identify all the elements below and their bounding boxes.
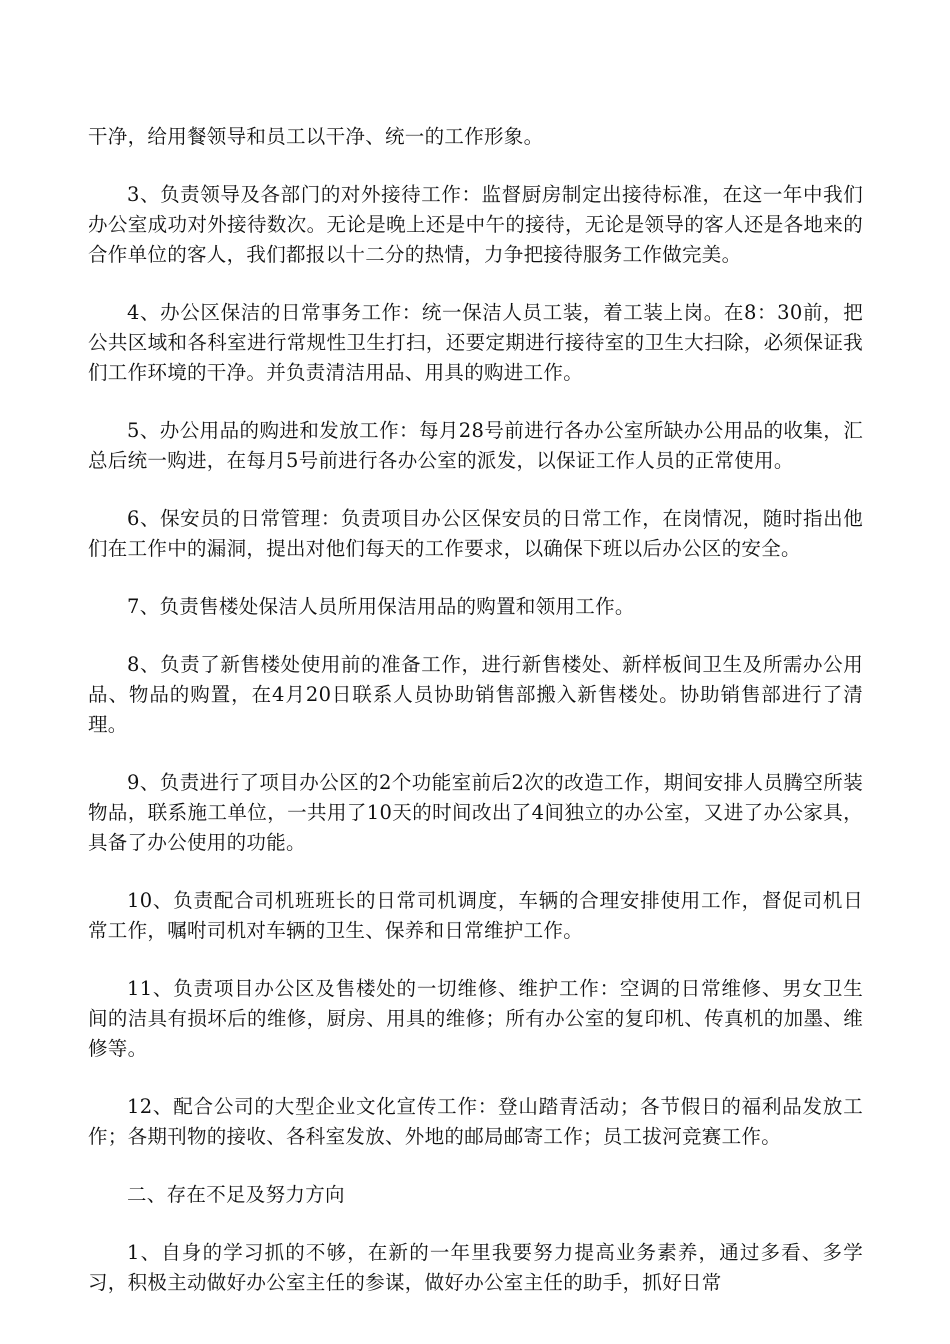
section-heading: 二、存在不足及努力方向 [127,1183,345,1206]
paragraph-item-10: 10、负责配合司机班班长的日常司机调度，车辆的合理安排使用工作，督促司机日常工作，嘱咐司机对车辆的卫生、保养和日常维护工作。 [88,889,863,942]
paragraph-item-7: 7、负责售楼处保洁人员所用保洁用品的购置和领用工作。 [127,595,635,618]
paragraph-item-11: 11、负责项目办公区及售楼处的一切维修、维护工作：空调的日常维修、男女卫生间的洁具有损坏后的维修，厨房、用具的维修；所有办公室的复印机、传真机的加墨、维修等。 [88,977,863,1060]
paragraph-item-4: 4、办公区保洁的日常事务工作：统一保洁人员工装，着工装上岗。在8：30前，把公共区域和各科室进行常规性卫生打扫，还要定期进行接待室的卫生大扫除，必须保证我们工作环境的干净。并负责清洁用品、用具的购进工作。 [88,301,863,384]
document-body [88,122,863,1326]
paragraph-improvement-1: 1、自身的学习抓的不够，在新的一年里我要努力提高业务素养，通过多看、多学习，积极主动做好办公室主任的参谋，做好办公室主任的助手，抓好日常 [88,1241,863,1294]
paragraph-item-12: 12、配合公司的大型企业文化宣传工作：登山踏青活动；各节假日的福利品发放工作；各期刊物的接收、各科室发放、外地的邮局邮寄工作；员工拔河竞赛工作。 [88,1095,863,1148]
paragraph-item-8: 8、负责了新售楼处使用前的准备工作，进行新售楼处、新样板间卫生及所需办公用品、物品的购置，在4月20日联系人员协助销售部搬入新售楼处。协助销售部进行了清理。 [88,653,863,736]
paragraph-item-9: 9、负责进行了项目办公区的2个功能室前后2次的改造工作，期间安排人员腾空所装物品，联系施工单位，一共用了10天的时间改出了4间独立的办公室，又进了办公家具，具备了办公使用的功能。 [88,771,863,854]
paragraph-continuation: 干净，给用餐领导和员工以干净、统一的工作形象。 [88,125,544,148]
paragraph-item-5: 5、办公用品的购进和发放工作：每月28号前进行各办公室所缺办公用品的收集，汇总后统一购进，在每月5号前进行各办公室的派发，以保证工作人员的正常使用。 [88,419,863,472]
paragraph-item-6: 6、保安员的日常管理：负责项目办公区保安员的日常工作，在岗情况，随时指出他们在工作中的漏洞，提出对他们每天的工作要求，以确保下班以后办公区的安全。 [88,507,863,560]
paragraph-item-3: 3、负责领导及各部门的对外接待工作：监督厨房制定出接待标准，在这一年中我们办公室成功对外接待数次。无论是晚上还是中午的接待，无论是领导的客人还是各地来的合作单位的客人，我们都报以十二分的热情，力争把接待服务工作做完美。 [88,183,863,266]
